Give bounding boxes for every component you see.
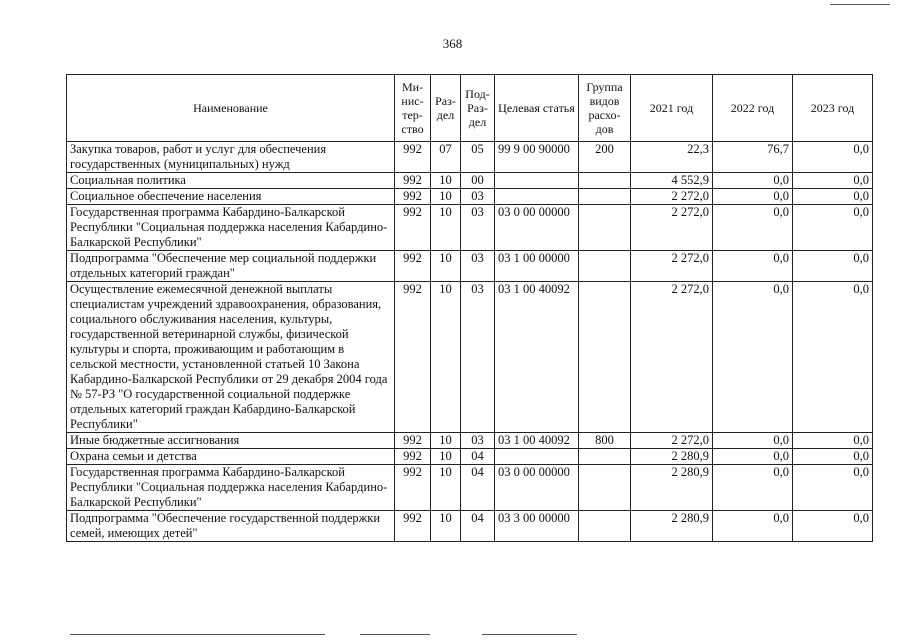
cell-name: Закупка товаров, работ и услуг для обеспечения государственных (муниципальных) нужд bbox=[67, 142, 395, 173]
cell-name: Государственная программа Кабардино-Балкарской Республики "Социальная поддержка населения Кабардино-Балкарской Республики" bbox=[67, 465, 395, 511]
cell-y2021: 4 552,9 bbox=[631, 173, 713, 189]
cell-target bbox=[495, 449, 579, 465]
cell-ministry: 992 bbox=[395, 189, 431, 205]
cell-group bbox=[579, 449, 631, 465]
table-row bbox=[67, 511, 873, 542]
cell-ministry: 992 bbox=[395, 282, 431, 433]
cell-section: 10 bbox=[431, 511, 461, 542]
cell-y2022: 0,0 bbox=[713, 251, 793, 282]
cell-section: 10 bbox=[431, 449, 461, 465]
cell-subsection: 04 bbox=[461, 449, 495, 465]
scan-artifact-bottom-mid bbox=[360, 634, 430, 635]
cell-group bbox=[579, 465, 631, 511]
cell-y2022: 0,0 bbox=[713, 173, 793, 189]
page-number: 368 bbox=[442, 36, 463, 51]
cell-y2022: 0,0 bbox=[713, 511, 793, 542]
table-row bbox=[67, 465, 873, 511]
cell-y2023: 0,0 bbox=[793, 251, 873, 282]
cell-group bbox=[579, 251, 631, 282]
cell-section: 10 bbox=[431, 433, 461, 449]
cell-name: Государственная программа Кабардино-Балкарской Республики "Социальная поддержка населения Кабардино-Балкарской Республики" bbox=[67, 205, 395, 251]
cell-y2022: 0,0 bbox=[713, 465, 793, 511]
header-section: Раз-дел bbox=[431, 75, 461, 142]
cell-y2021: 2 272,0 bbox=[631, 205, 713, 251]
table-row bbox=[67, 282, 873, 433]
cell-target: 03 1 00 00000 bbox=[495, 251, 579, 282]
table-row bbox=[67, 449, 873, 465]
cell-target bbox=[495, 173, 579, 189]
cell-ministry: 992 bbox=[395, 465, 431, 511]
header-2021: 2021 год bbox=[631, 75, 713, 142]
scan-artifact-top-right bbox=[830, 4, 890, 5]
table-row bbox=[67, 189, 873, 205]
cell-target bbox=[495, 189, 579, 205]
table-row bbox=[67, 251, 873, 282]
cell-name: Иные бюджетные ассигнования bbox=[67, 433, 395, 449]
cell-ministry: 992 bbox=[395, 511, 431, 542]
cell-subsection: 00 bbox=[461, 173, 495, 189]
scan-artifact-bottom-left bbox=[70, 634, 325, 635]
cell-section: 10 bbox=[431, 282, 461, 433]
cell-y2021: 2 272,0 bbox=[631, 282, 713, 433]
cell-y2023: 0,0 bbox=[793, 282, 873, 433]
cell-y2023: 0,0 bbox=[793, 433, 873, 449]
cell-ministry: 992 bbox=[395, 142, 431, 173]
cell-subsection: 03 bbox=[461, 251, 495, 282]
cell-y2021: 2 272,0 bbox=[631, 189, 713, 205]
table-row bbox=[67, 142, 873, 173]
cell-group bbox=[579, 189, 631, 205]
header-2023: 2023 год bbox=[793, 75, 873, 142]
cell-y2022: 0,0 bbox=[713, 282, 793, 433]
cell-y2023: 0,0 bbox=[793, 465, 873, 511]
cell-subsection: 04 bbox=[461, 511, 495, 542]
cell-subsection: 03 bbox=[461, 205, 495, 251]
cell-name: Социальное обеспечение населения bbox=[67, 189, 395, 205]
cell-ministry: 992 bbox=[395, 449, 431, 465]
cell-name: Охрана семьи и детства bbox=[67, 449, 395, 465]
cell-y2021: 2 280,9 bbox=[631, 511, 713, 542]
cell-target: 03 0 00 00000 bbox=[495, 205, 579, 251]
cell-group: 200 bbox=[579, 142, 631, 173]
budget-table bbox=[66, 74, 873, 542]
cell-name: Подпрограмма "Обеспечение мер социальной поддержки отдельных категорий граждан" bbox=[67, 251, 395, 282]
cell-y2023: 0,0 bbox=[793, 205, 873, 251]
cell-y2023: 0,0 bbox=[793, 189, 873, 205]
cell-ministry: 992 bbox=[395, 173, 431, 189]
cell-section: 10 bbox=[431, 251, 461, 282]
cell-y2021: 2 272,0 bbox=[631, 433, 713, 449]
header-target: Целевая статья bbox=[495, 75, 579, 142]
table-header-row bbox=[67, 75, 873, 142]
cell-name: Осуществление ежемесячной денежной выплаты специалистам учреждений здравоохранения, образования, социального обслуживания населения, культуры, государственной ветеринарной службы, физической культуры и спорта, проживающим и работающим в сельской местности, установленной статьей 10 Закона Кабардино-Балкарской Республики от 29 декабря 2004 года № 57-РЗ "О государственной социальной поддержке отдельных категорий граждан Кабардино-Балкарской Республики" bbox=[67, 282, 395, 433]
header-group: Группа видов расхо-дов bbox=[579, 75, 631, 142]
cell-section: 10 bbox=[431, 465, 461, 511]
cell-y2023: 0,0 bbox=[793, 511, 873, 542]
cell-ministry: 992 bbox=[395, 205, 431, 251]
header-subsection: Под-Раз-дел bbox=[461, 75, 495, 142]
cell-ministry: 992 bbox=[395, 251, 431, 282]
cell-section: 10 bbox=[431, 205, 461, 251]
cell-y2022: 0,0 bbox=[713, 449, 793, 465]
cell-target: 03 3 00 00000 bbox=[495, 511, 579, 542]
cell-y2022: 0,0 bbox=[713, 189, 793, 205]
cell-y2023: 0,0 bbox=[793, 173, 873, 189]
header-ministry: Ми-нис-тер-ство bbox=[395, 75, 431, 142]
table-row bbox=[67, 173, 873, 189]
cell-y2021: 2 272,0 bbox=[631, 251, 713, 282]
cell-group bbox=[579, 511, 631, 542]
cell-y2023: 0,0 bbox=[793, 142, 873, 173]
cell-target: 03 1 00 40092 bbox=[495, 282, 579, 433]
cell-y2022: 0,0 bbox=[713, 433, 793, 449]
cell-subsection: 05 bbox=[461, 142, 495, 173]
cell-target: 99 9 00 90000 bbox=[495, 142, 579, 173]
scan-artifact-bottom-right bbox=[482, 634, 577, 635]
header-2022: 2022 год bbox=[713, 75, 793, 142]
cell-section: 10 bbox=[431, 173, 461, 189]
cell-group bbox=[579, 282, 631, 433]
cell-subsection: 03 bbox=[461, 433, 495, 449]
cell-y2023: 0,0 bbox=[793, 449, 873, 465]
cell-name: Подпрограмма "Обеспечение государственной поддержки семей, имеющих детей" bbox=[67, 511, 395, 542]
cell-target: 03 0 00 00000 bbox=[495, 465, 579, 511]
cell-y2021: 2 280,9 bbox=[631, 465, 713, 511]
cell-section: 10 bbox=[431, 189, 461, 205]
cell-y2022: 0,0 bbox=[713, 205, 793, 251]
cell-group: 800 bbox=[579, 433, 631, 449]
cell-group bbox=[579, 205, 631, 251]
cell-subsection: 04 bbox=[461, 465, 495, 511]
header-name: Наименование bbox=[67, 75, 395, 142]
cell-group bbox=[579, 173, 631, 189]
cell-subsection: 03 bbox=[461, 189, 495, 205]
table-row bbox=[67, 205, 873, 251]
cell-y2021: 2 280,9 bbox=[631, 449, 713, 465]
cell-section: 07 bbox=[431, 142, 461, 173]
cell-ministry: 992 bbox=[395, 433, 431, 449]
table-row bbox=[67, 433, 873, 449]
cell-y2022: 76,7 bbox=[713, 142, 793, 173]
cell-y2021: 22,3 bbox=[631, 142, 713, 173]
cell-target: 03 1 00 40092 bbox=[495, 433, 579, 449]
cell-name: Социальная политика bbox=[67, 173, 395, 189]
cell-subsection: 03 bbox=[461, 282, 495, 433]
